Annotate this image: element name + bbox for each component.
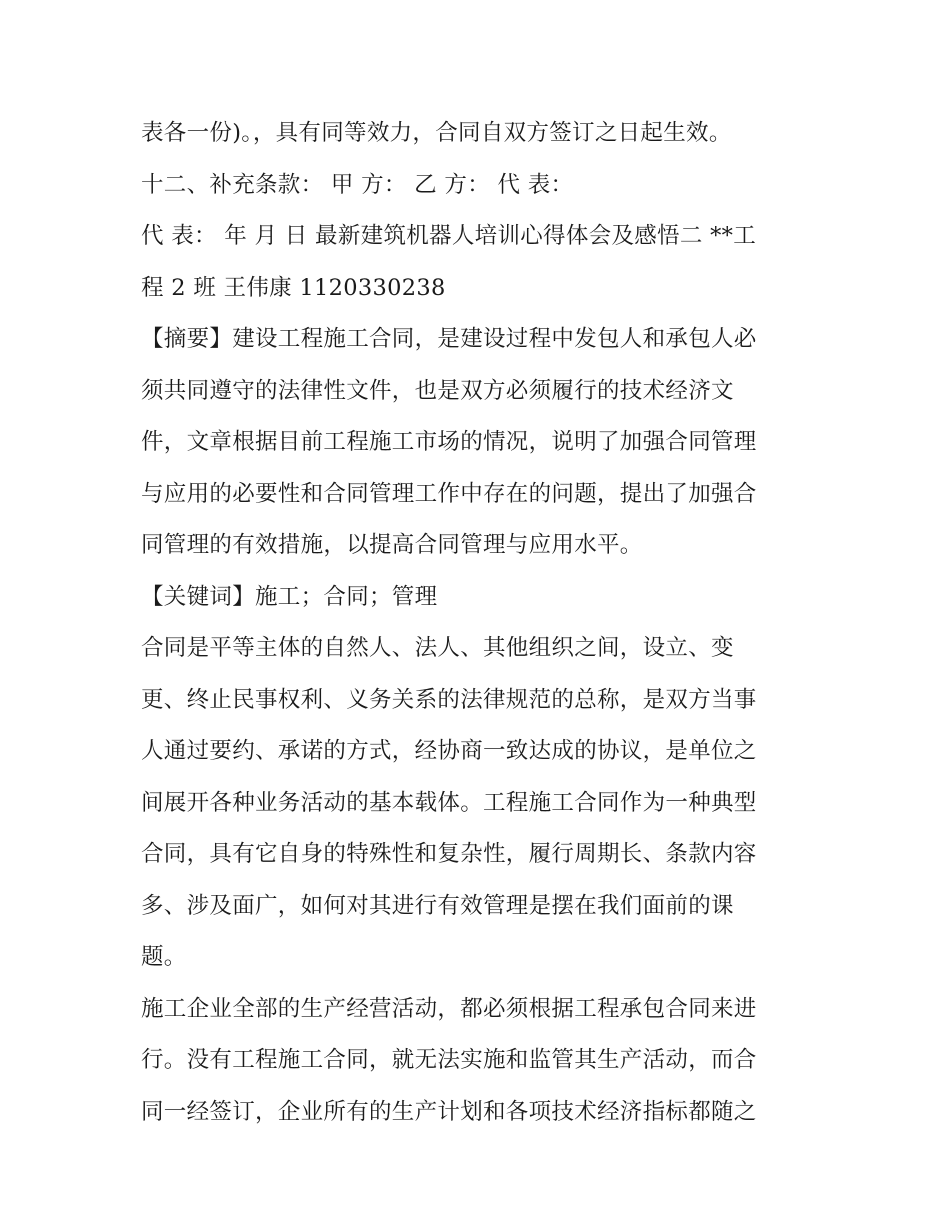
abstract-line: 【摘要】建设工程施工合同，是建设过程中发包人和承包人必 bbox=[141, 326, 757, 352]
keywords-line: 【关键词】施工；合同；管理 bbox=[141, 583, 438, 610]
abstract-line: 须共同遵守的法律性文件，也是双方必须履行的技术经济文 bbox=[141, 377, 734, 404]
document-body bbox=[141, 108, 821, 1138]
text-line: 题。 bbox=[141, 944, 187, 970]
abstract-line: 同管理的有效措施，以提高合同管理与应用水平。 bbox=[141, 532, 643, 558]
text-line: 间展开各种业务活动的基本载体。工程施工合同作为一种典型 bbox=[141, 789, 757, 816]
abstract-line: 件，文章根据目前工程施工市场的情况，说明了加强合同管理 bbox=[141, 429, 757, 455]
text-line: 行。没有工程施工合同，就无法实施和监管其生产活动，而合 bbox=[141, 1047, 757, 1073]
text-line: 更、终止民事权利、义务关系的法律规范的总称，是双方当事 bbox=[141, 686, 757, 713]
text-line: 代 表： 年 月 日 最新建筑机器人培训心得体会及感悟二 **工 bbox=[141, 223, 757, 249]
text-line: 施工企业全部的生产经营活动，都必须根据工程承包合同来进 bbox=[141, 995, 757, 1022]
text-line: 十二、补充条款： 甲 方： 乙 方： 代 表： bbox=[141, 171, 574, 198]
text-line: 表各一份)。，具有同等效力，合同自双方签订之日起生效。 bbox=[141, 120, 732, 146]
abstract-line: 与应用的必要性和合同管理工作中存在的问题，提出了加强合 bbox=[141, 480, 757, 507]
text-line: 多、涉及面广，如何对其进行有效管理是摆在我们面前的课 bbox=[141, 892, 734, 919]
text-line: 合同，具有它自身的特殊性和复杂性，履行周期长、条款内容 bbox=[141, 841, 757, 867]
text-line: 同一经签订，企业所有的生产计划和各项技术经济指标都随之 bbox=[141, 1098, 757, 1125]
text-line: 合同是平等主体的自然人、法人、其他组织之间，设立、变 bbox=[141, 635, 734, 661]
text-line: 人通过要约、承诺的方式，经协商一致达成的协议，是单位之 bbox=[141, 738, 757, 764]
text-line: 程 2 班 王伟康 1120330238 bbox=[141, 274, 446, 301]
